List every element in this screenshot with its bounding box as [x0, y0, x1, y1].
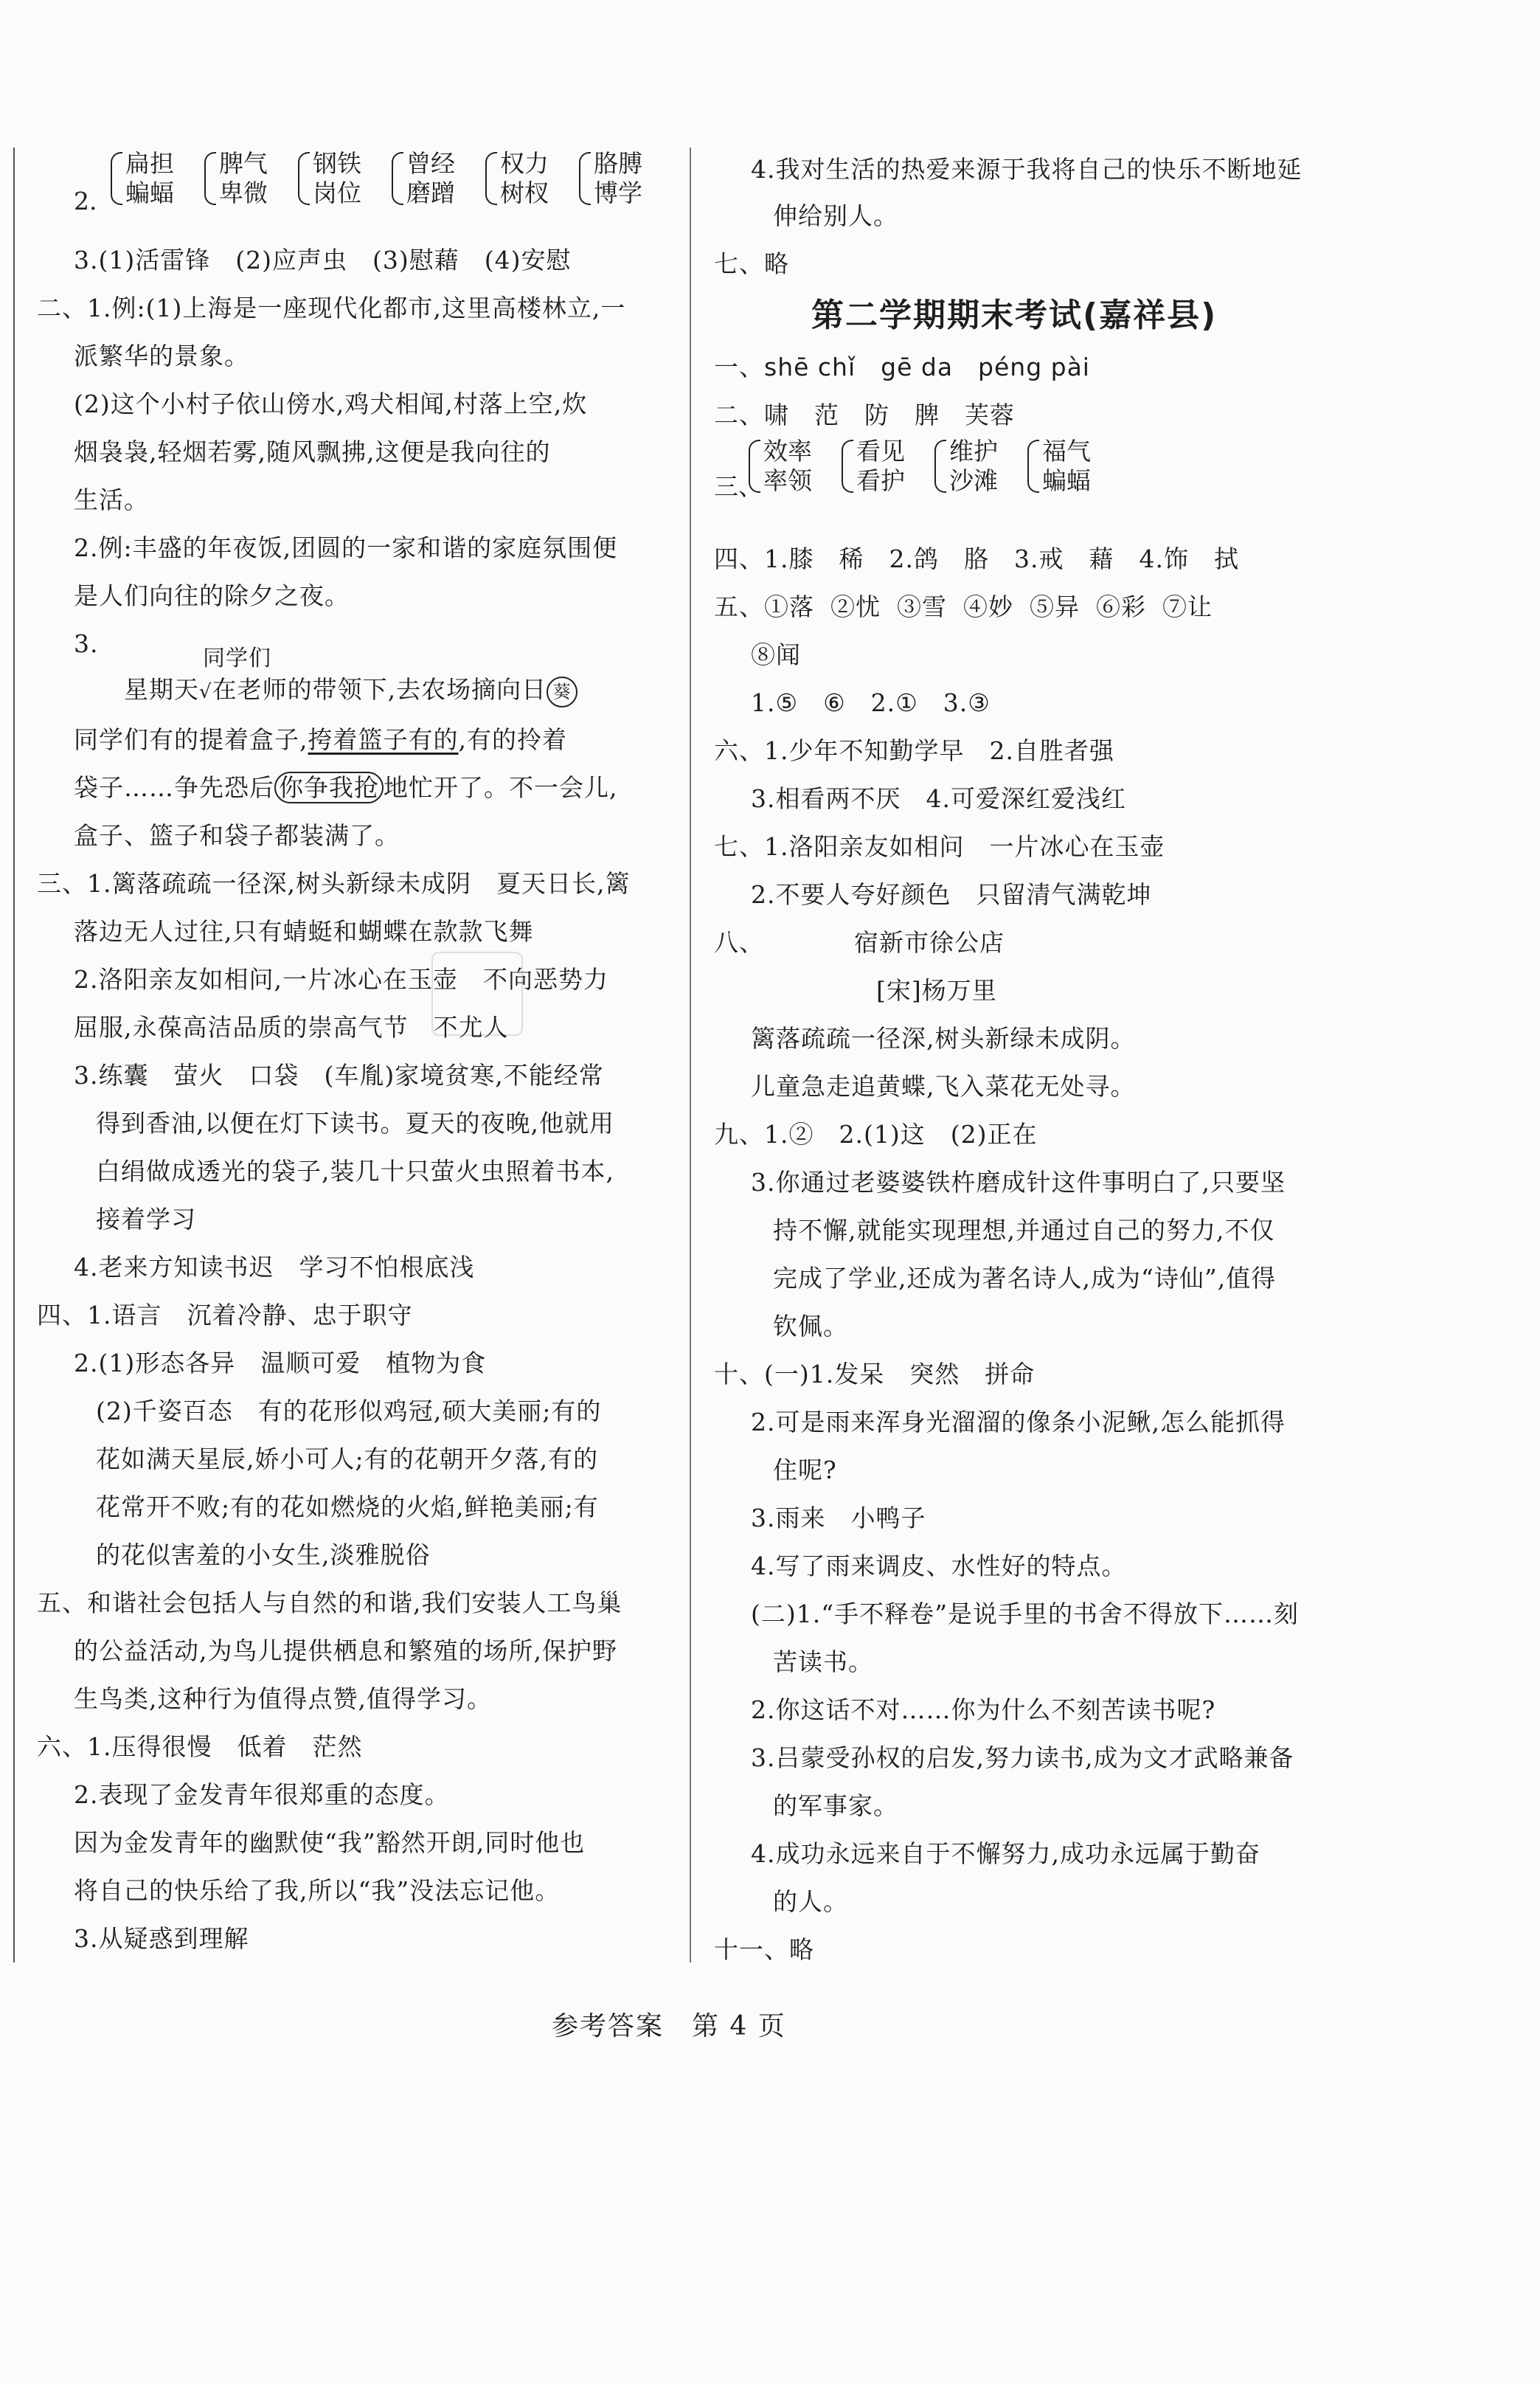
page-footer: 参考答案 第 4 页 — [552, 2011, 786, 2041]
p10-2-line1: 2.可是雨来浑身光溜溜的像条小泥鳅,怎么能抓得 — [751, 1408, 1286, 1436]
s3-2-line2: 屈服,永葆高洁品质的崇高气节 不尤人 — [74, 1013, 509, 1042]
p3-group-word: 福气 — [1042, 437, 1091, 466]
s2-3-line2-pre: 同学们有的提着盒子, — [74, 725, 308, 754]
p4-line: 四、1.膝 稀 2.鸽 胳 3.戒 藉 4.饰 拭 — [714, 544, 1239, 573]
column-divider — [690, 148, 691, 1962]
s2-3-line2-underlined: 挎着篮子有的 — [308, 725, 459, 754]
q2-group-word: 树杈 — [500, 179, 549, 207]
p2-line: 二、啸 范 防 脾 芙蓉 — [714, 401, 1015, 429]
s3-4-line: 4.老来方知读书迟 学习不怕根底浅 — [74, 1253, 475, 1282]
q2-group-word: 博学 — [594, 179, 642, 207]
q2-group-word: 钢铁 — [313, 149, 361, 178]
q2-group-word: 胳膊 — [594, 149, 642, 178]
s2-1-line4: 烟袅袅,轻烟若雾,随风飘拂,这便是我向往的 — [74, 437, 551, 466]
s4-2-line5: 的花似害羞的小女生,淡雅脱俗 — [96, 1540, 431, 1569]
p9-3-line4: 钦佩。 — [773, 1312, 848, 1341]
p6-line1: 六、1.少年不知勤学早 2.自胜者强 — [714, 736, 1114, 765]
q2-group-bracket — [392, 152, 403, 205]
s2-3-line2 — [74, 725, 567, 755]
s2-1-line1: 二、1.例:(1)上海是一座现代化都市,这里高楼林立,一 — [37, 294, 626, 322]
s6-2-line1: 2.表现了金发青年很郑重的态度。 — [74, 1780, 450, 1809]
s3-2-line1: 2.洛阳亲友如相问,一片冰心在玉壶 不向恶势力 — [74, 965, 608, 994]
s6-2-line2: 因为金发青年的幽默使“我”豁然开朗,同时他也 — [74, 1828, 586, 1857]
p10-b1-line1: (二)1.“手不释卷”是说手里的书舍不得放下……刻 — [751, 1599, 1299, 1628]
s4-1-line: 四、1.语言 沉着冷静、忠于职守 — [37, 1301, 413, 1329]
q2-group-word: 卑微 — [219, 179, 268, 207]
s2-3-label: 3. — [74, 629, 99, 658]
p1-line — [714, 353, 1090, 382]
s3-1-line1: 三、1.篱落疏疏一径深,树头新绿未成阴 夏天日长,篱 — [37, 869, 631, 898]
p3-group-word: 看见 — [856, 437, 905, 466]
p3-group-word: 率领 — [763, 466, 812, 495]
poem-line1: 篱落疏疏一径深,树头新绿未成阴。 — [751, 1024, 1136, 1053]
q2-group-bracket — [111, 152, 122, 205]
poem-line2: 儿童急走追黄蝶,飞入菜花无处寻。 — [751, 1072, 1136, 1101]
s3-1-line2: 落边无人过往,只有蜻蜓和蝴蝶在款款飞舞 — [74, 917, 534, 946]
p3-group-word: 沙滩 — [949, 466, 998, 495]
s4-2-line3: 花如满天星辰,娇小可人;有的花朝开夕落,有的 — [96, 1445, 599, 1473]
s4-2-line4: 花常开不败;有的花如燃烧的火焰,鲜艳美丽;有 — [96, 1493, 599, 1521]
p5-next: ⑧闻 — [751, 640, 801, 669]
p5-items — [764, 592, 1229, 621]
s4-2-line1: 2.(1)形态各异 温顺可爱 植物为食 — [74, 1349, 487, 1377]
r4-line1: 4.我对生活的热爱来源于我将自己的快乐不断地延 — [751, 155, 1303, 184]
s4-2-line2: (2)千姿百态 有的花形似鸡冠,硕大美丽;有的 — [96, 1397, 602, 1425]
q2-label: 2. — [74, 187, 97, 215]
p8-label: 八、 — [714, 928, 764, 957]
q2-group-word: 脾气 — [219, 149, 268, 178]
p10-b3-line1: 3.吕蒙受孙权的启发,努力读书,成为文才武略兼备 — [751, 1743, 1294, 1772]
s2-3-insert-mark: 同学们 — [203, 646, 271, 671]
p3-group-word: 效率 — [763, 437, 812, 466]
poem-title: 宿新市徐公店 — [854, 928, 1005, 957]
q2-group-word: 磨蹭 — [406, 179, 455, 207]
s2-3-line3-post: 地忙开了。不一会儿, — [384, 773, 618, 802]
p6-line2: 3.相看两不厌 4.可爱深红爱浅红 — [751, 784, 1126, 813]
s2-3-circled-char: 葵 — [547, 677, 578, 708]
s3-3-line1: 3.练囊 萤火 口袋 (车胤)家境贫寒,不能经常 — [74, 1061, 604, 1090]
q2-group-word: 曾经 — [406, 149, 455, 178]
p10-2-line2: 住呢? — [773, 1456, 837, 1484]
p5-label: 五、 — [714, 592, 764, 621]
s5-line3: 生鸟类,这种行为值得点赞,值得学习。 — [74, 1684, 492, 1713]
p10-3-line: 3.雨来 小鸭子 — [751, 1504, 926, 1532]
left-margin-rule — [13, 148, 15, 1962]
q2-group-bracket — [485, 152, 497, 205]
s2-1-line5: 生活。 — [74, 485, 149, 514]
s6-1-line: 六、1.压得很慢 低着 茫然 — [37, 1732, 363, 1761]
p3-group-bracket — [842, 440, 853, 493]
p11-line: 十一、略 — [714, 1935, 814, 1964]
p5-item: ⑦让 — [1162, 592, 1213, 621]
s3-3-line4: 接着学习 — [96, 1205, 196, 1234]
section-title: 第二学期期末考试(嘉祥县) — [811, 297, 1218, 334]
p5-item: ④妙 — [963, 592, 1013, 621]
poem-author: [宋]杨万里 — [876, 976, 997, 1005]
p3-group-bracket — [934, 440, 946, 493]
p3-group-word: 蝙蝠 — [1042, 466, 1091, 495]
p3-group-bracket — [1027, 440, 1039, 493]
s2-3-line3-oval: 你争我抢 — [274, 772, 384, 803]
p5-item: ③雪 — [897, 592, 947, 621]
q2-group-word: 蝙蝠 — [125, 179, 174, 207]
s2-3-line1-mid: 在老师的带领下,去农场摘向日 — [212, 675, 547, 704]
s5-line2: 的公益活动,为鸟儿提供栖息和繁殖的场所,保护野 — [74, 1636, 617, 1665]
p10-b4-line2: 的人。 — [773, 1887, 848, 1916]
p1-pinyin: shē chǐ gē da péng pài — [764, 353, 1090, 381]
p10-4-line: 4.写了雨来调皮、水性好的特点。 — [751, 1552, 1127, 1580]
s2-3-line3-pre: 袋子……争先恐后 — [74, 773, 274, 802]
p1-label: 一、 — [714, 353, 764, 381]
p3-group-bracket — [749, 440, 760, 493]
s6-2-line3: 将自己的快乐给了我,所以“我”没法忘记他。 — [74, 1876, 561, 1905]
s2-2-line2: 是人们向往的除夕之夜。 — [74, 581, 350, 610]
p3-group-word: 维护 — [949, 437, 998, 466]
p5-item: ⑥彩 — [1096, 592, 1146, 621]
p10-b4-line1: 4.成功永远来自于不懈努力,成功永远属于勤奋 — [751, 1839, 1260, 1868]
s3-3-line2: 得到香油,以便在灯下读书。夏天的夜晚,他就用 — [96, 1109, 614, 1138]
s2-3-line4: 盒子、篮子和袋子都装满了。 — [74, 821, 400, 850]
s2-3-line1: 星期天√在老师的带领下,去农场摘向日 葵 — [124, 675, 578, 708]
p9-3-line3: 完成了学业,还成为著名诗人,成为“诗仙”,值得 — [773, 1264, 1277, 1293]
s2-1-line2: 派繁华的景象。 — [74, 342, 249, 370]
s6-3-line: 3.从疑惑到理解 — [74, 1924, 249, 1953]
p10-1-line: 十、(一)1.发呆 突然 拼命 — [714, 1360, 1036, 1388]
p5-item: ⑤异 — [1030, 592, 1080, 621]
r7-line: 七、略 — [714, 249, 789, 278]
s5-line1: 五、和谐社会包括人与自然的和谐,我们安装人工鸟巢 — [37, 1588, 622, 1617]
p9-1-line: 九、1.② 2.(1)这 (2)正在 — [714, 1120, 1038, 1149]
p3-group-word: 看护 — [856, 466, 905, 495]
s2-2-line1: 2.例:丰盛的年夜饭,团圆的一家和谐的家庭氛围便 — [74, 533, 618, 562]
p7-line2: 2.不要人夸好颜色 只留清气满乾坤 — [751, 880, 1152, 909]
q2-group-word: 扁担 — [125, 149, 174, 178]
s3-3-line3: 白绢做成透光的袋子,装几十只萤火虫照着书本, — [96, 1157, 614, 1186]
p9-3-line2: 持不懈,就能实现理想,并通过自己的努力,不仅 — [773, 1216, 1275, 1245]
p5-item: ①落 — [764, 592, 814, 621]
p3-label: 三、 — [714, 472, 763, 501]
p10-b3-line2: 的军事家。 — [773, 1791, 898, 1820]
p5-line2: 1.⑤ ⑥ 2.① 3.③ — [751, 688, 991, 717]
p5-item: ②忧 — [830, 592, 881, 621]
q2-group-word: 权力 — [500, 149, 549, 178]
s2-3-line3 — [74, 773, 618, 803]
s2-1-line3: (2)这个小村子依山傍水,鸡犬相闻,村落上空,炊 — [74, 390, 588, 418]
q2-group-bracket — [204, 152, 216, 205]
s2-3-line2-post: ,有的拎着 — [458, 725, 567, 754]
q2-group-bracket — [298, 152, 310, 205]
q2-group-word: 岗位 — [313, 179, 361, 207]
p7-line1: 七、1.洛阳亲友如相问 一片冰心在玉壶 — [714, 832, 1165, 861]
p9-3-line1: 3.你通过老婆婆铁杵磨成针这件事明白了,只要坚 — [751, 1168, 1286, 1197]
p10-b1-line2: 苦读书。 — [773, 1647, 873, 1676]
p10-b2-line: 2.你这话不对……你为什么不刻苦读书呢? — [751, 1695, 1216, 1724]
r4-line2: 伸给别人。 — [773, 201, 898, 230]
q3-line: 3.(1)活雷锋 (2)应声虫 (3)慰藉 (4)安慰 — [74, 246, 572, 274]
q2-group-bracket — [579, 152, 591, 205]
s2-3-line1-pre: 星期天 — [124, 675, 199, 704]
p5-line — [714, 592, 1229, 622]
